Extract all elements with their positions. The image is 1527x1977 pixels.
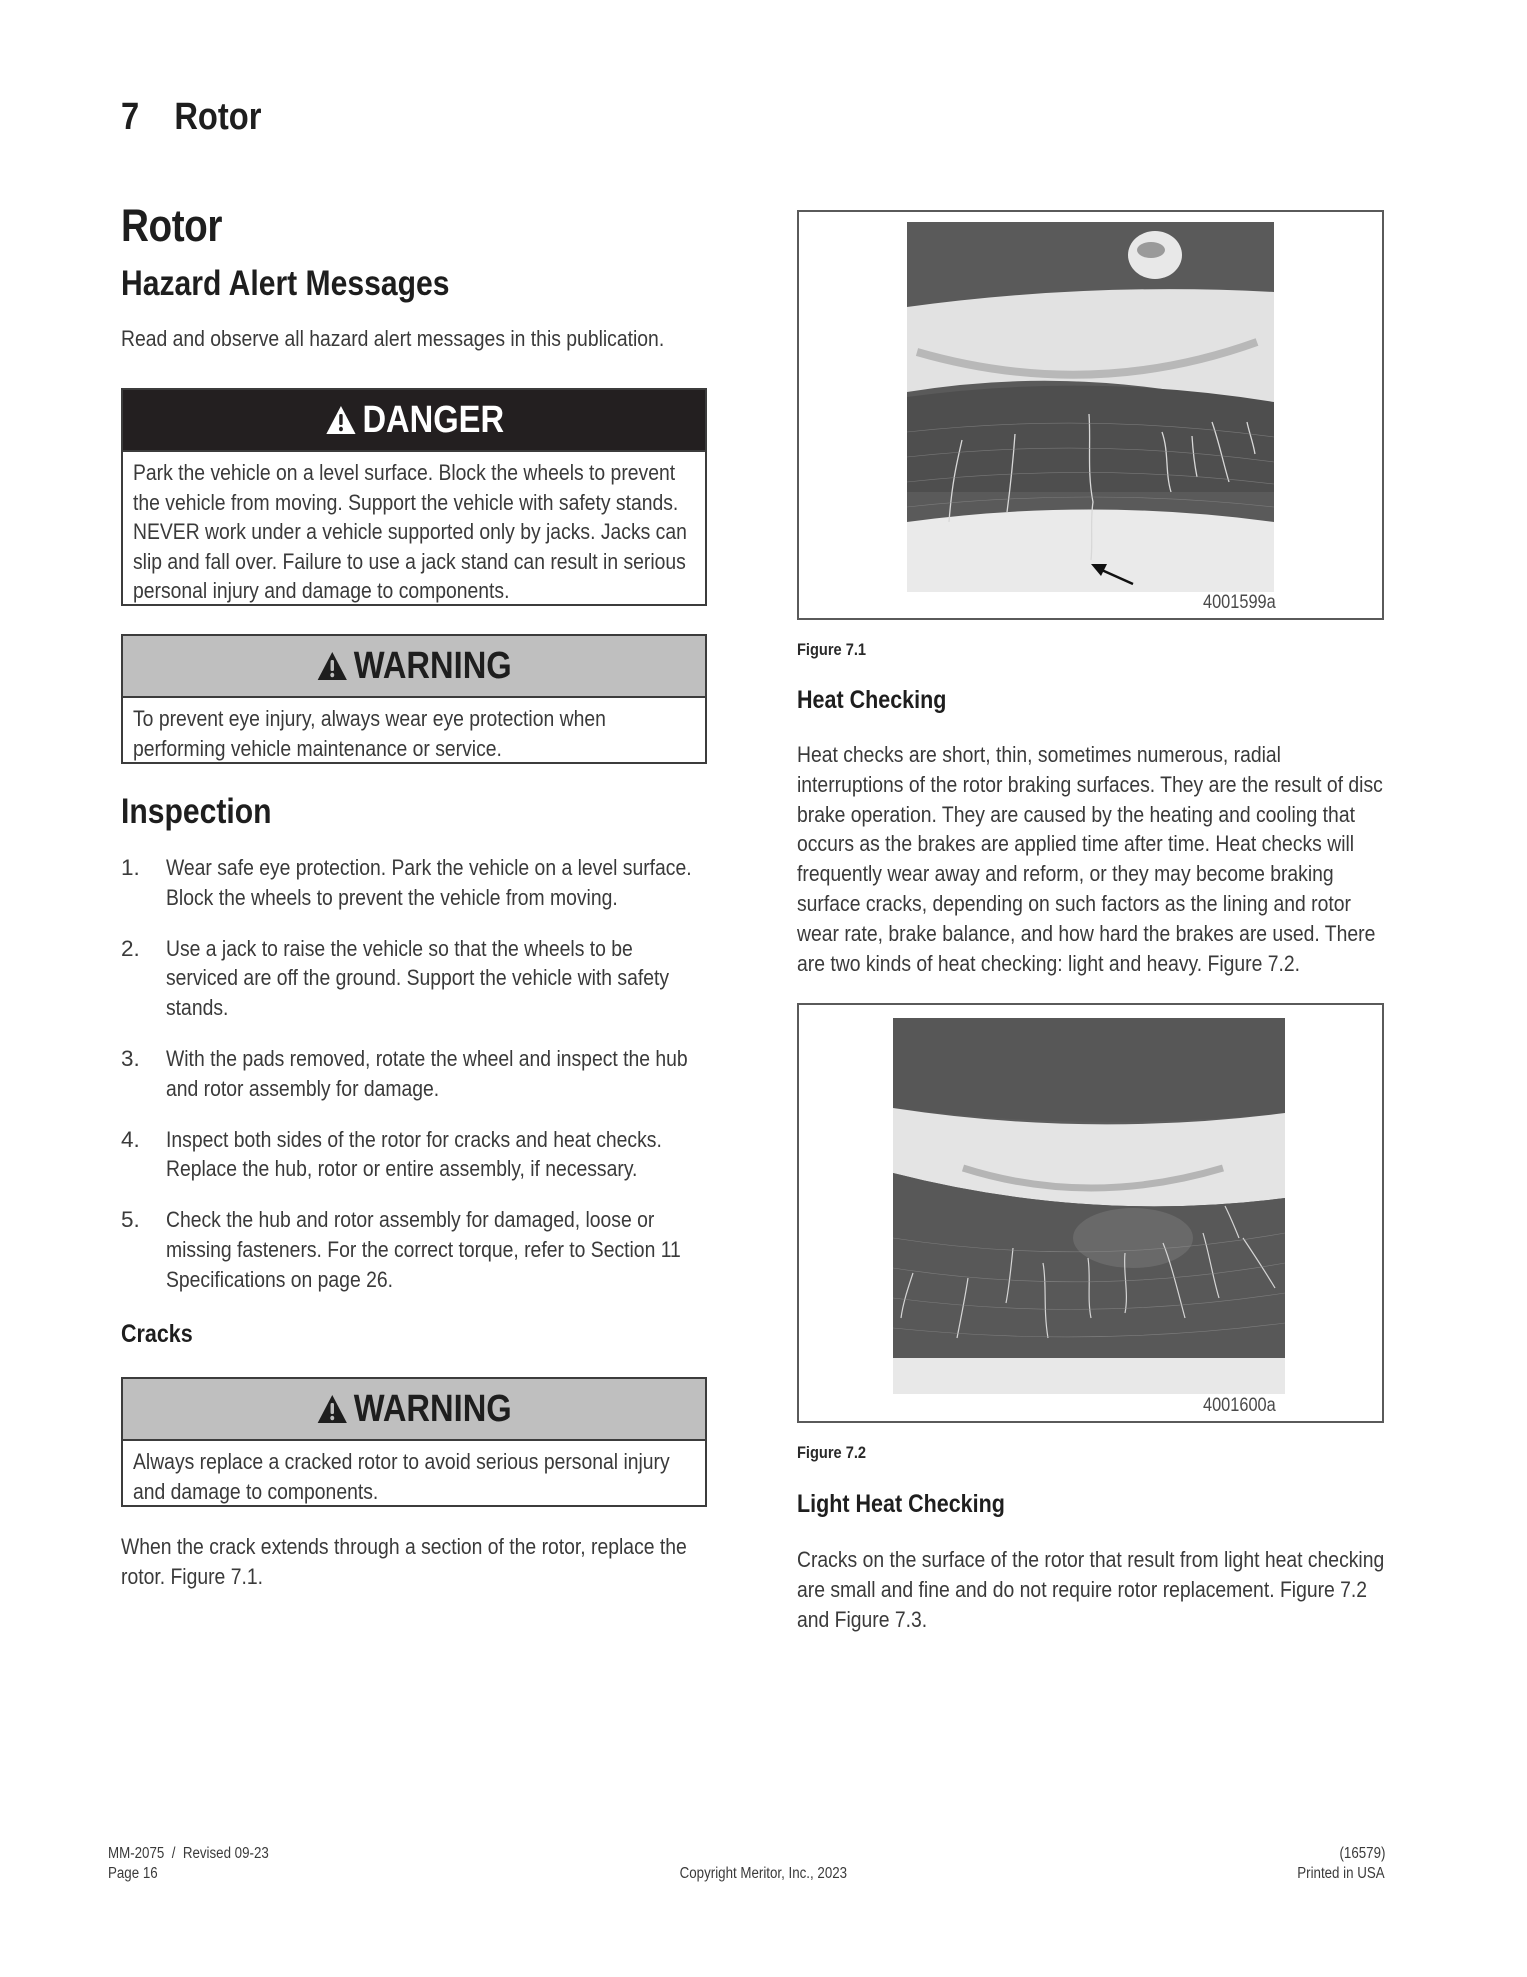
list-item xyxy=(121,1205,711,1294)
light-heat-checking-text xyxy=(797,1545,1397,1634)
list-item xyxy=(121,1125,711,1185)
page-title: Rotor xyxy=(121,200,223,251)
warning-text xyxy=(123,698,705,769)
rotor-heat-check-photo xyxy=(893,1018,1285,1394)
hazard-heading: Hazard Alert Messages xyxy=(121,264,450,303)
warning-triangle-icon xyxy=(316,1393,349,1425)
footer-code xyxy=(1332,1844,1385,1864)
warning-text-content: Always replace a cracked rotor to avoid serious personal injury and damage to components. xyxy=(133,1449,670,1504)
light-heat-checking-heading: Light Heat Checking xyxy=(797,1490,1005,1518)
inspection-steps xyxy=(121,853,711,1316)
step-number: 1. xyxy=(121,855,140,880)
step-number: 4. xyxy=(121,1126,140,1152)
step-number: 2. xyxy=(121,935,140,961)
cracks-text xyxy=(121,1532,721,1592)
cracks-text-content: When the crack extends through a section of the rotor, replace the rotor. Figure 7.1. xyxy=(121,1534,687,1589)
warning-box-eye xyxy=(121,634,707,764)
step-text: Use a jack to raise the vehicle so that the wheels to be serviced are off the ground. Support the vehicle with safety stands. xyxy=(166,935,670,1021)
warning-triangle-icon xyxy=(324,404,357,436)
figure-7-2 xyxy=(797,1003,1384,1423)
warning-text-content: To prevent eye injury, always wear eye protection when performing vehicle maintenance or service. xyxy=(133,706,606,761)
danger-text-content: Park the vehicle on a level surface. Block the wheels to prevent the vehicle from moving. Support the vehicle with safety stands. NEVER work under a vehicle supported only by jacks. Jacks can slip and fall over. Failure to use a jack stand can result in serious personal injury and damage to components. xyxy=(133,460,687,604)
warning-box-cracked-rotor xyxy=(121,1377,707,1507)
heat-checking-heading: Heat Checking xyxy=(797,686,947,714)
list-item xyxy=(121,853,711,913)
footer-printed xyxy=(1283,1864,1385,1884)
step-number: 3. xyxy=(121,1045,140,1071)
danger-box xyxy=(121,388,707,606)
step-text: Check the hub and rotor assembly for damaged, loose or missing fasteners. For the correct torque, refer to Section 11 Specifications on page 26. xyxy=(166,1207,681,1292)
rotor-heat-check-image xyxy=(893,1018,1285,1394)
warning-header xyxy=(123,636,705,698)
warning-header xyxy=(123,1379,705,1441)
chapter-number: 7 xyxy=(121,96,140,138)
figure-label: Figure 7.2 xyxy=(797,1443,867,1462)
cracks-heading: Cracks xyxy=(121,1320,193,1348)
step-text: With the pads removed, rotate the wheel and inspect the hub and rotor assembly for damage. xyxy=(166,1045,688,1101)
list-item xyxy=(121,934,711,1023)
running-header xyxy=(121,96,261,139)
light-heat-checking-text-content: Cracks on the surface of the rotor that result from light heat checking are small and fine and do not require rotor replacement. Figure 7.2 and Figure 7.3. xyxy=(797,1547,1385,1632)
rotor-crack-image xyxy=(907,222,1274,592)
footer-code-text: (16579) xyxy=(1339,1845,1385,1862)
footer-page-number: Page 16 xyxy=(108,1865,158,1882)
step-text: Wear safe eye protection. Park the vehicle on a level surface. Block the wheels to prevent the vehicle from moving. xyxy=(166,855,692,910)
footer-doc-number: MM-2075 / Revised 09-23 xyxy=(108,1845,269,1862)
footer-copyright-text: Copyright Meritor, Inc., 2023 xyxy=(679,1865,848,1882)
danger-header xyxy=(123,390,705,452)
heat-checking-text-content: Heat checks are short, thin, sometimes numerous, radial interruptions of the rotor braking surfaces. They are the result of disc brake operation. They are caused by the heating and cooling that occurs as the brakes are applied time after time. Heat checks will frequently wear away and reform, or they may become braking surface cracks, depending on such factors as the lining and rotor wear rate, brake balance, and how hard the brakes are used. There are two kinds of heat checking: light and heavy. Figure 7.2. xyxy=(797,742,1383,976)
step-number: 5. xyxy=(121,1207,140,1233)
figure-7-1 xyxy=(797,210,1384,620)
footer-printed-text: Printed in USA xyxy=(1297,1865,1385,1882)
figure-label: Figure 7.1 xyxy=(797,640,867,659)
hazard-intro: Read and observe all hazard alert messages in this publication. xyxy=(121,326,665,351)
heat-checking-text xyxy=(797,740,1397,978)
warning-text xyxy=(123,1441,705,1512)
figure-id: 4001600a xyxy=(1203,1395,1277,1416)
warning-label: WARNING xyxy=(353,1387,512,1430)
danger-text xyxy=(123,452,705,612)
figure-id: 4001599a xyxy=(1203,592,1277,613)
list-item xyxy=(121,1044,711,1104)
step-text: Inspect both sides of the rotor for cracks and heat checks. Replace the hub, rotor or entire assembly, if necessary. xyxy=(166,1126,662,1182)
warning-label: WARNING xyxy=(353,644,512,687)
inspection-heading: Inspection xyxy=(121,792,272,831)
warning-triangle-icon xyxy=(316,650,349,682)
rotor-crack-photo xyxy=(907,222,1274,592)
chapter-title: Rotor xyxy=(174,96,262,138)
danger-label: DANGER xyxy=(362,398,504,441)
